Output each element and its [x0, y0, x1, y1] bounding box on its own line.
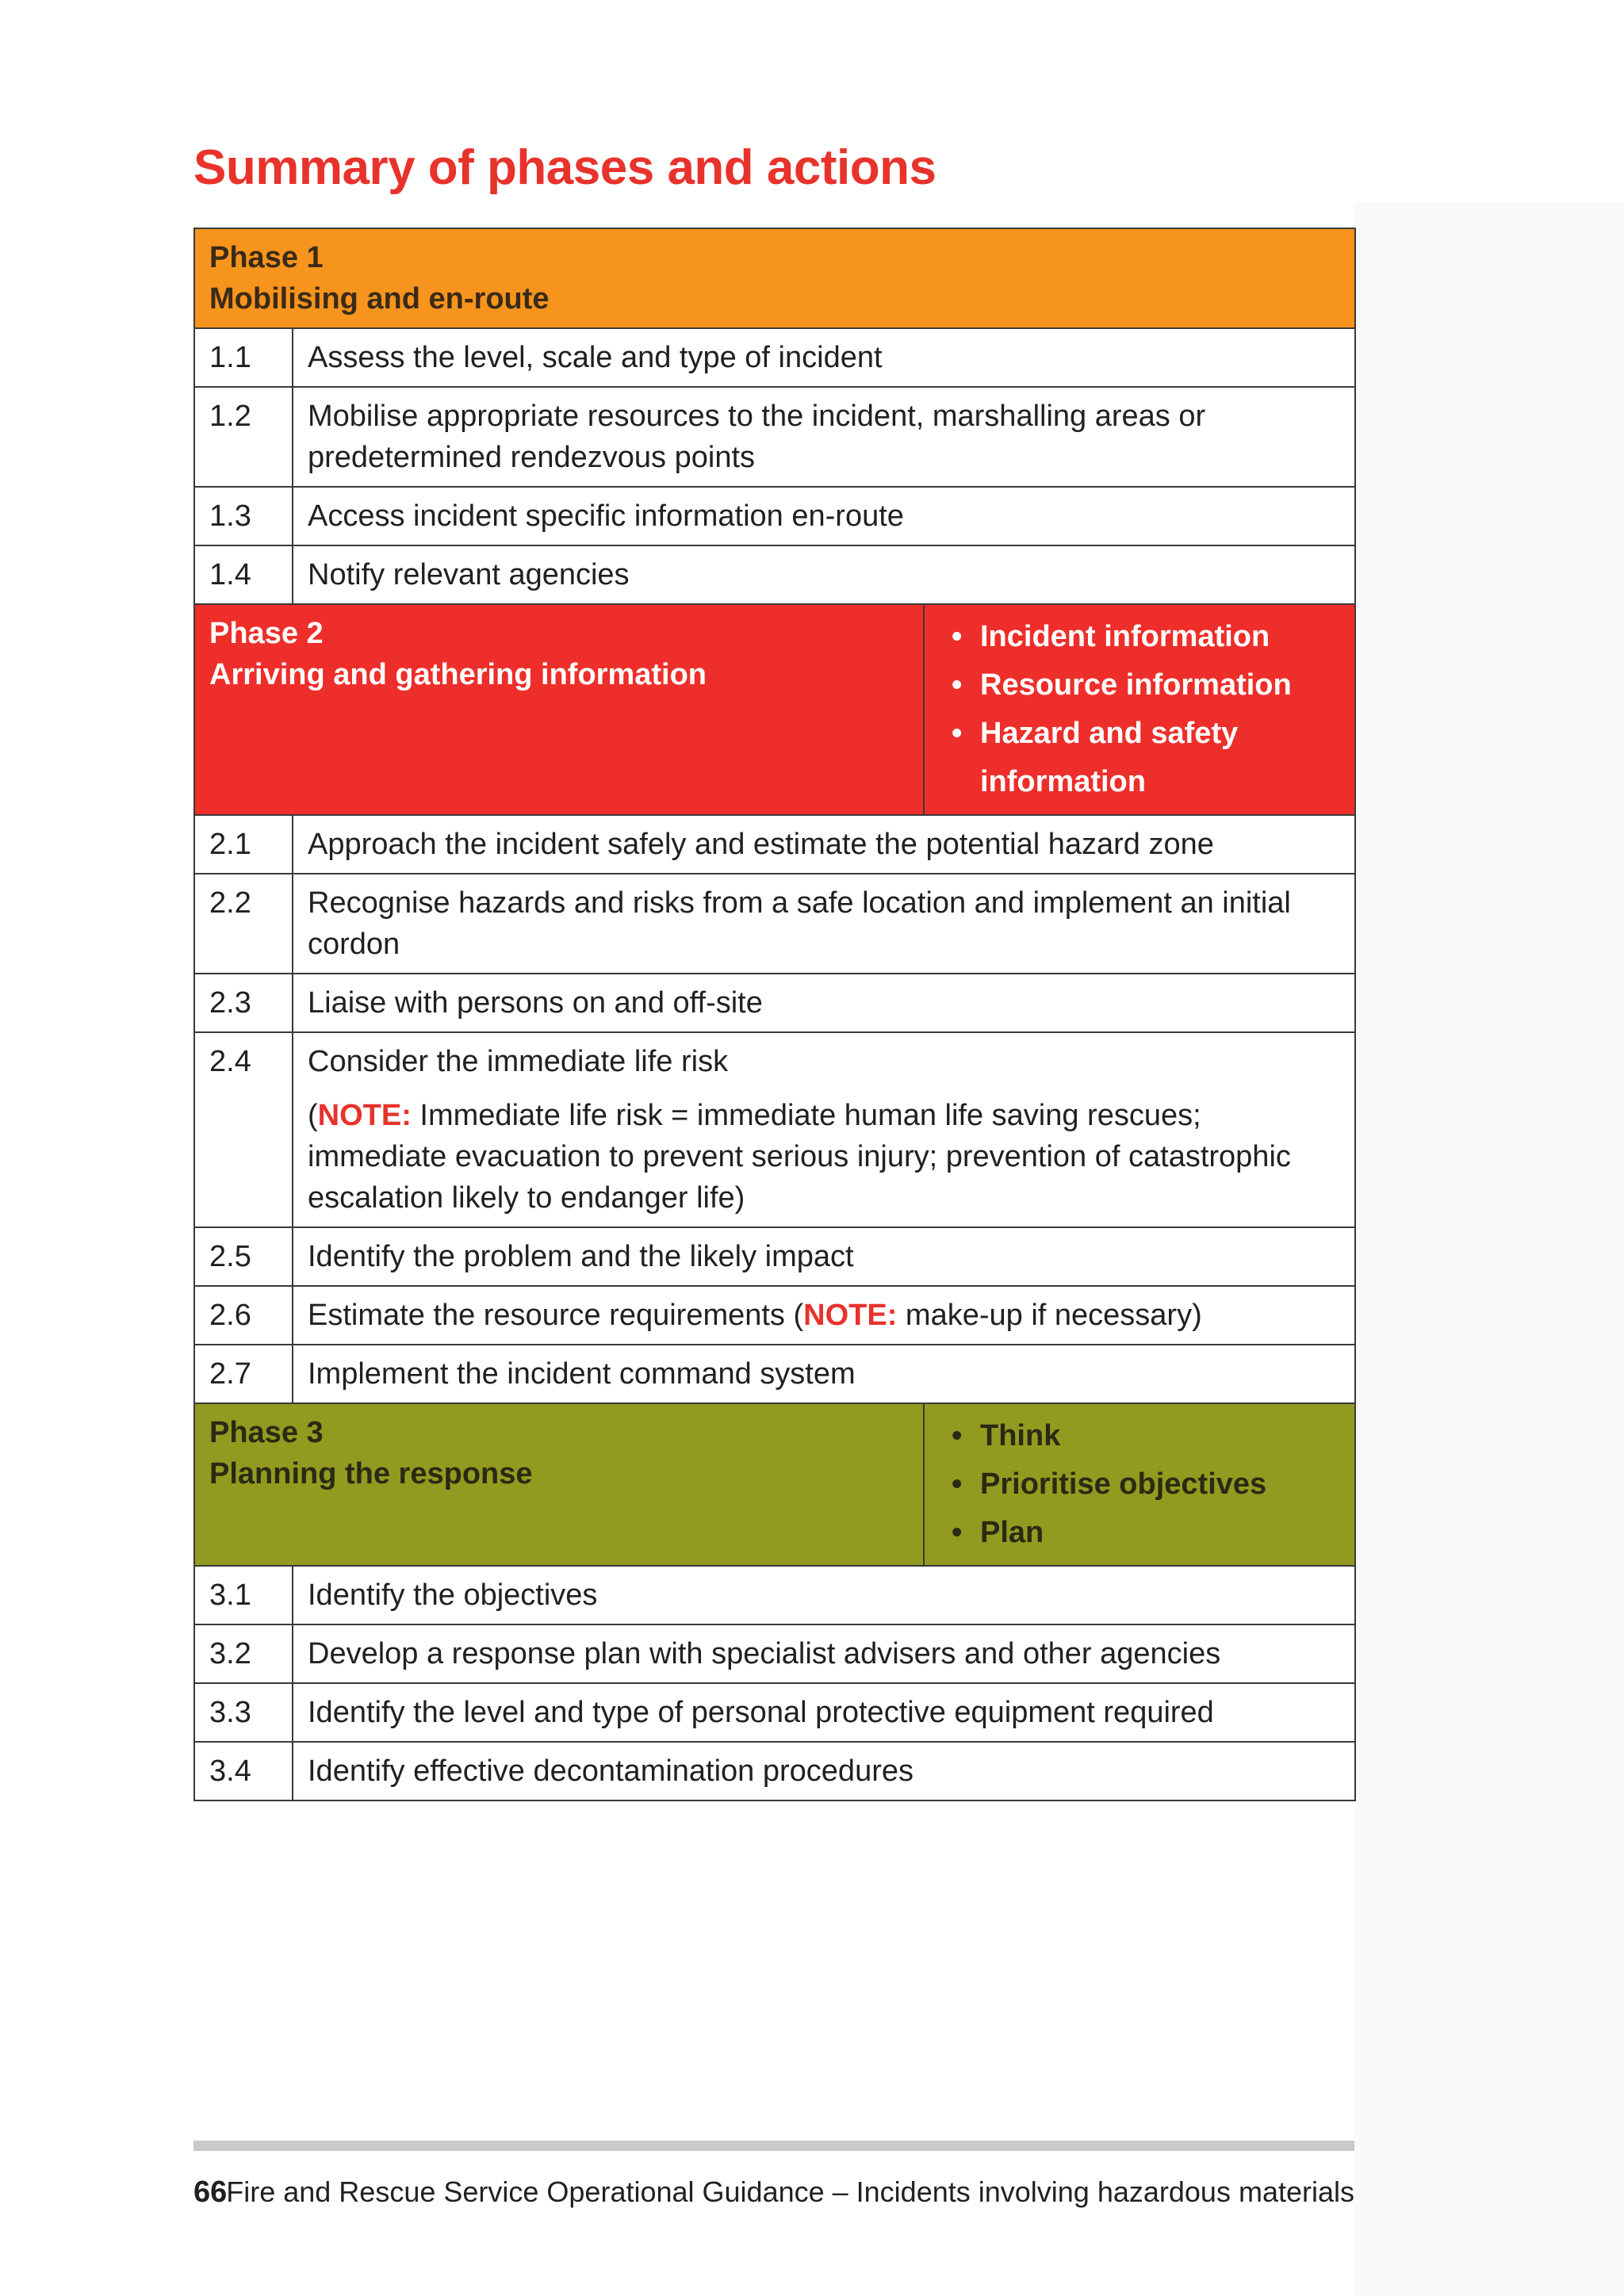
- bullet-text: Prioritise objectives: [980, 1468, 1267, 1501]
- list-item: [939, 710, 1340, 806]
- bullet-text: Incident information: [980, 620, 1270, 653]
- action-number: 2.6: [194, 1286, 293, 1345]
- action-number: 2.5: [194, 1227, 293, 1286]
- action-text: Estimate the resource requirements (: [308, 1299, 804, 1332]
- page-edge-shade: [1354, 202, 1624, 2296]
- phase-1-subtitle: Mobilising and en-route: [209, 282, 550, 316]
- bullet-icon: •: [952, 1468, 963, 1501]
- note-label: NOTE:: [803, 1299, 898, 1332]
- phase-2-bullets: [924, 604, 1355, 815]
- phase-3-header: [194, 1403, 1355, 1566]
- table-row: [194, 1742, 1355, 1800]
- phase-2-name: Phase 2: [209, 617, 324, 650]
- action-text: Identify effective decontamination procedures: [293, 1742, 1355, 1800]
- list-item: [939, 613, 1340, 661]
- list-item: [939, 1509, 1340, 1557]
- phase-3-subtitle: Planning the response: [209, 1457, 533, 1490]
- bullet-icon: •: [952, 668, 963, 702]
- phase-2-subtitle: Arriving and gathering information: [209, 658, 707, 691]
- action-number: 3.2: [194, 1624, 293, 1683]
- bullet-text: Think: [980, 1419, 1061, 1452]
- note-open-paren: (: [308, 1099, 318, 1132]
- phase-1-name: Phase 1: [209, 241, 324, 274]
- note-label: NOTE:: [317, 1099, 412, 1132]
- phases-table: [193, 228, 1356, 1801]
- table-row: [194, 1624, 1355, 1683]
- action-text: Implement the incident command system: [293, 1345, 1355, 1403]
- table-row: [194, 1683, 1355, 1742]
- page-title: Summary of phases and actions: [193, 140, 936, 195]
- phase-1-header: [194, 228, 1355, 328]
- action-text: Identify the objectives: [293, 1566, 1355, 1624]
- table-row: [194, 815, 1355, 874]
- action-text: Notify relevant agencies: [293, 545, 1355, 604]
- bullet-text: Resource information: [980, 668, 1292, 702]
- action-number: 3.1: [194, 1566, 293, 1624]
- table-row: [194, 1566, 1355, 1624]
- action-number: 1.2: [194, 387, 293, 487]
- page-number: 66: [193, 2175, 228, 2209]
- table-row: [194, 1227, 1355, 1286]
- list-item: [939, 1412, 1340, 1460]
- footer-document-title: Fire and Rescue Service Operational Guidance – Incidents involving hazardous materials: [226, 2175, 1354, 2208]
- action-number: 2.1: [194, 815, 293, 874]
- phase-1-title-cell: [194, 228, 1355, 328]
- bullet-icon: •: [952, 1419, 963, 1452]
- table-row: [194, 974, 1355, 1032]
- table-row: [194, 545, 1355, 604]
- phase-3-title-cell: [194, 1403, 924, 1566]
- phase-2-title-cell: [194, 604, 924, 815]
- table-row: [194, 1032, 1355, 1227]
- bullet-icon: •: [952, 1516, 963, 1549]
- action-text: Identify the level and type of personal protective equipment required: [293, 1683, 1355, 1742]
- action-number: 2.3: [194, 974, 293, 1032]
- footer-divider: [193, 2141, 1354, 2151]
- list-item: [939, 1460, 1340, 1509]
- action-number: 2.7: [194, 1345, 293, 1403]
- table-row: [194, 874, 1355, 974]
- action-number: 1.4: [194, 545, 293, 604]
- table-row: [194, 1286, 1355, 1345]
- action-cell: [293, 1032, 1355, 1227]
- action-number: 2.4: [194, 1032, 293, 1227]
- phase-3-name: Phase 3: [209, 1416, 324, 1449]
- note-paragraph: [308, 1095, 1340, 1219]
- action-text: Liaise with persons on and off-site: [293, 974, 1355, 1032]
- note-text: make-up if necessary): [897, 1299, 1202, 1332]
- action-number: 3.4: [194, 1742, 293, 1800]
- action-text: Mobilise appropriate resources to the incident, marshalling areas or predetermined rendezvous points: [293, 387, 1355, 487]
- action-text: Access incident specific information en-route: [293, 487, 1355, 545]
- bullet-text: Plan: [980, 1516, 1044, 1549]
- bullet-icon: •: [952, 620, 963, 653]
- action-text: Consider the immediate life risk: [308, 1045, 729, 1078]
- table-row: [194, 1345, 1355, 1403]
- note-text: Immediate life risk = immediate human life saving rescues; immediate evacuation to prevent serious injury; prevention of catastrophic escalation likely to endanger life): [308, 1099, 1291, 1215]
- action-text: Recognise hazards and risks from a safe location and implement an initial cordon: [293, 874, 1355, 974]
- phase-3-bullets: [924, 1403, 1355, 1566]
- action-cell: [293, 1286, 1355, 1345]
- action-number: 1.1: [194, 328, 293, 387]
- phase-2-header: [194, 604, 1355, 815]
- bullet-icon: •: [952, 717, 963, 750]
- action-text: Assess the level, scale and type of incident: [293, 328, 1355, 387]
- action-number: 3.3: [194, 1683, 293, 1742]
- action-number: 1.3: [194, 487, 293, 545]
- action-number: 2.2: [194, 874, 293, 974]
- table-row: [194, 328, 1355, 387]
- bullet-text: Hazard and safety information: [980, 717, 1239, 798]
- table-row: [194, 487, 1355, 545]
- action-text: Identify the problem and the likely impact: [293, 1227, 1355, 1286]
- action-text: Approach the incident safely and estimate the potential hazard zone: [293, 815, 1355, 874]
- list-item: [939, 661, 1340, 710]
- table-row: [194, 387, 1355, 487]
- action-text: Develop a response plan with specialist advisers and other agencies: [293, 1624, 1355, 1683]
